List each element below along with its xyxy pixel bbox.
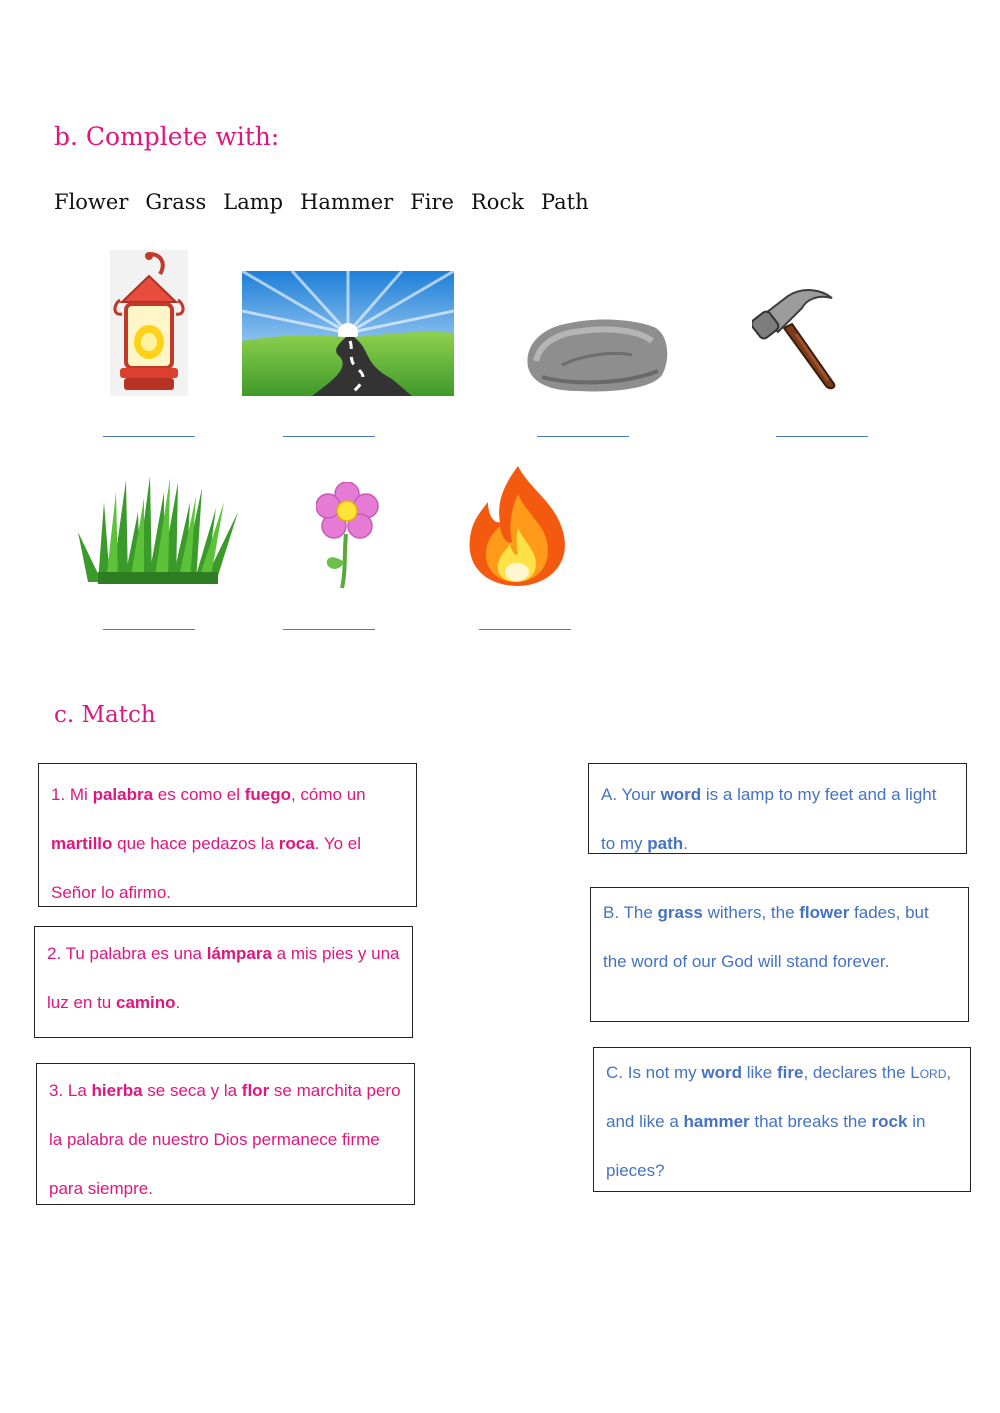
answer-blank-lamp[interactable]: [103, 436, 195, 437]
key-word: camino: [116, 993, 176, 1012]
word-bank-item: Lamp: [223, 190, 284, 214]
card-text: es como el: [153, 785, 245, 804]
card-text: that breaks the: [749, 1112, 872, 1131]
card-text: is a lamp to my feet and a light to my: [601, 785, 937, 853]
card-text: , cómo un: [290, 785, 366, 804]
match-card-2[interactable]: [34, 926, 413, 1038]
key-word: grass: [657, 903, 703, 922]
card-text: 2. Tu palabra es una: [47, 944, 207, 963]
word-bank-item: Hammer: [300, 190, 394, 214]
path-picture: [242, 271, 454, 396]
section-b-heading: b. Complete with:: [54, 122, 280, 151]
answer-blank-hammer[interactable]: [776, 436, 868, 437]
answer-blank-flower[interactable]: [283, 629, 375, 630]
card-text: que hace pedazos la: [112, 834, 279, 853]
answer-blank-fire[interactable]: [479, 629, 571, 630]
lamp-picture: [110, 250, 188, 396]
card-text: like: [742, 1063, 777, 1082]
card-text: .: [175, 993, 181, 1012]
word-bank-item: Rock: [471, 190, 524, 214]
word-bank-item: Path: [540, 190, 589, 214]
lord-small-caps: Lord: [910, 1063, 947, 1082]
answer-blank-grass[interactable]: [103, 629, 195, 630]
card-text: 3. La: [49, 1081, 92, 1100]
word-bank-item: Grass: [145, 190, 207, 214]
card-text: C. Is not my: [606, 1063, 702, 1082]
rock-picture: [522, 315, 670, 395]
card-text: se seca y la: [142, 1081, 242, 1100]
key-word: hierba: [91, 1081, 143, 1100]
match-card-c[interactable]: [593, 1047, 971, 1192]
card-text: B. The: [603, 903, 658, 922]
card-text: .: [683, 834, 688, 853]
card-text: , declares the: [803, 1063, 911, 1082]
key-word: martillo: [51, 834, 113, 853]
card-text: , and like a: [606, 1063, 952, 1131]
key-word: lámpara: [206, 944, 272, 963]
word-bank-item: Flower: [54, 190, 129, 214]
card-text: withers, the: [702, 903, 800, 922]
key-word: roca: [278, 834, 315, 853]
answer-blank-path[interactable]: [283, 436, 375, 437]
match-card-a[interactable]: [588, 763, 967, 854]
flower-picture: [316, 482, 380, 590]
section-c-heading: c. Match: [54, 702, 156, 728]
word-bank: [54, 190, 589, 214]
key-word: fuego: [244, 785, 291, 804]
card-text: a mis pies y una luz en tu: [47, 944, 400, 1012]
key-word: word: [660, 785, 702, 804]
card-text: 1. Mi: [51, 785, 93, 804]
grass-picture: [78, 472, 246, 584]
key-word: hammer: [683, 1112, 750, 1131]
key-word: flower: [799, 903, 850, 922]
card-text: in pieces?: [606, 1112, 926, 1180]
key-word: path: [647, 834, 684, 853]
card-text: . Yo el Señor lo afirmo.: [51, 834, 362, 902]
key-word: palabra: [92, 785, 154, 804]
answer-blank-rock[interactable]: [537, 436, 629, 437]
card-text: fades, but the word of our God will stand forever.: [603, 903, 929, 971]
key-word: fire: [777, 1063, 804, 1082]
fire-picture: [466, 464, 568, 588]
hammer-picture: [752, 286, 844, 390]
key-word: word: [701, 1063, 743, 1082]
card-text: A. Your: [601, 785, 661, 804]
match-card-1[interactable]: [38, 763, 417, 907]
key-word: rock: [871, 1112, 908, 1131]
key-word: flor: [241, 1081, 270, 1100]
card-text: se marchita pero la palabra de nuestro Dios permanece firme para siempre.: [49, 1081, 401, 1198]
match-card-b[interactable]: [590, 887, 969, 1022]
word-bank-item: Fire: [410, 190, 454, 214]
match-card-3[interactable]: [36, 1063, 415, 1205]
